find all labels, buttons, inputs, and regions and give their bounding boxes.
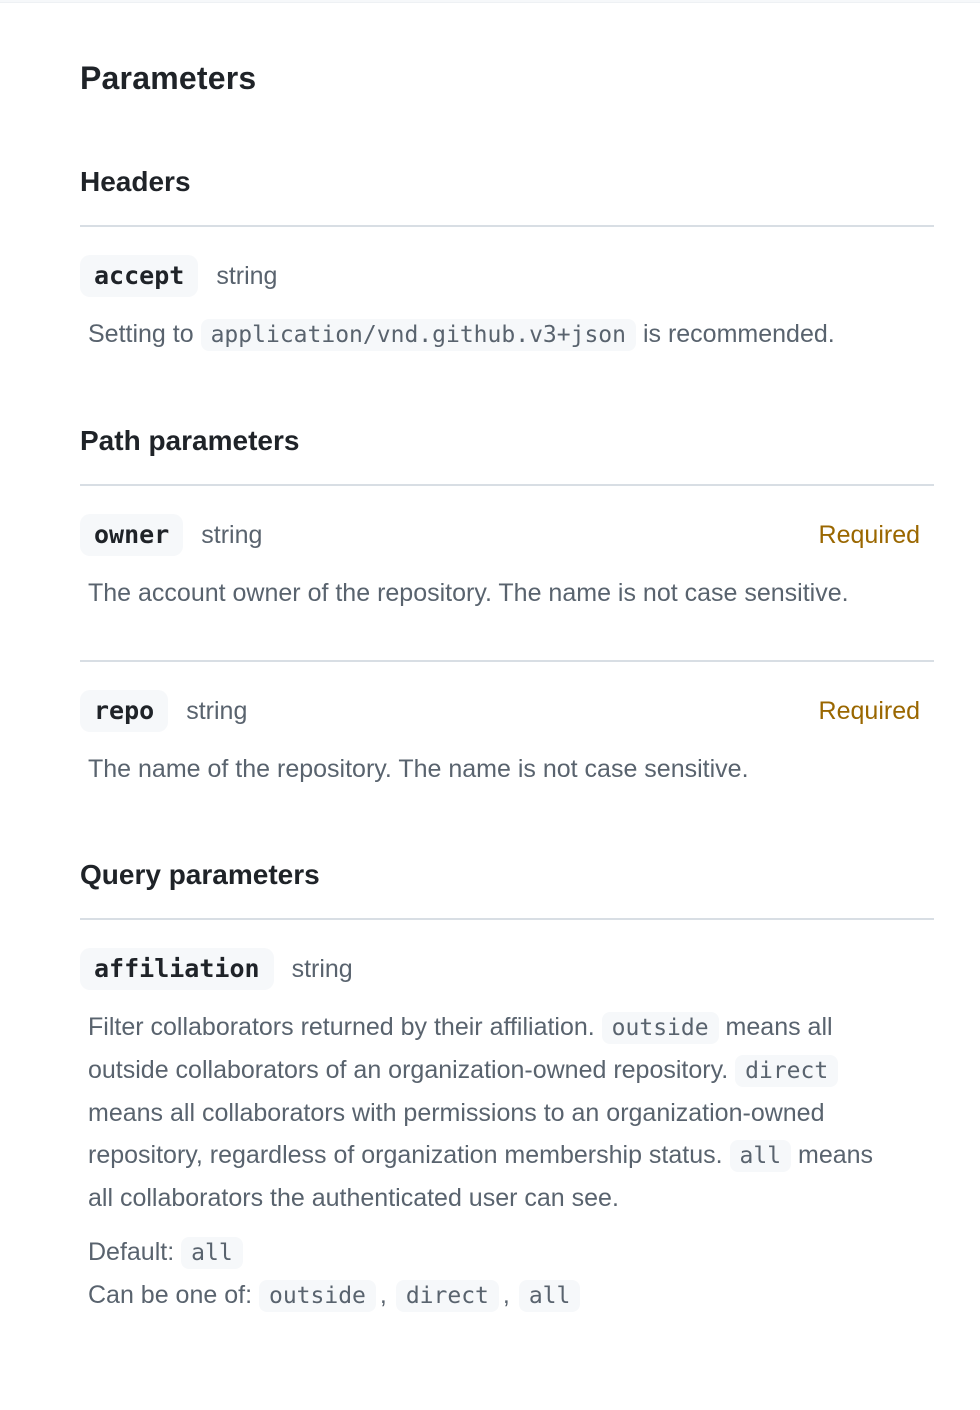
- comma-separator: ,: [502, 1281, 510, 1309]
- enum-label: Can be one of:: [88, 1281, 253, 1309]
- param-name-and-type: [80, 514, 262, 556]
- enum-value-code: all: [519, 1280, 581, 1312]
- param-type: string: [201, 520, 263, 549]
- param-name-and-type: [80, 690, 247, 732]
- enum-line: [88, 1274, 934, 1317]
- param-description: The account owner of the repository. The name is not case sensitive.: [88, 579, 849, 607]
- description-text: means all collaborators with permissions to an organization-owned repository, regardless of organization membership status.: [88, 1099, 825, 1169]
- section-path-parameters: [80, 424, 934, 790]
- param-name-badge: affiliation: [80, 948, 274, 990]
- section-heading-path-parameters: Path parameters: [80, 425, 300, 456]
- top-strip: [0, 0, 980, 3]
- default-line: [88, 1231, 934, 1274]
- param-row: [80, 690, 934, 732]
- description-text: means all collaborators the authenticated user can see.: [88, 1141, 874, 1212]
- param-name-and-type: [80, 255, 277, 297]
- comma-separator: ,: [379, 1281, 387, 1309]
- param-description: [88, 1006, 888, 1219]
- description-text: is recommended.: [636, 320, 835, 348]
- section-headers: [80, 165, 934, 356]
- section-query-parameters: [80, 858, 934, 1317]
- required-badge: Required: [818, 520, 920, 549]
- param-extras: [88, 1231, 934, 1317]
- param-type: string: [216, 261, 278, 290]
- section-heading-query-parameters: Query parameters: [80, 859, 320, 890]
- description-text: means all outside collaborators of an organization-owned repository.: [88, 1013, 833, 1084]
- param-accept: [80, 255, 934, 356]
- param-description: [88, 313, 888, 356]
- inline-code: all: [730, 1140, 792, 1172]
- param-name-badge: repo: [80, 690, 168, 732]
- param-name-badge: accept: [80, 255, 198, 297]
- param-type: string: [186, 696, 248, 725]
- required-badge: Required: [818, 696, 920, 725]
- param-owner: [80, 514, 934, 614]
- divider: [80, 918, 934, 920]
- inline-code: direct: [735, 1055, 838, 1087]
- param-type: string: [291, 954, 353, 983]
- description-text: Setting to: [88, 320, 201, 348]
- enum-value-code: direct: [396, 1280, 499, 1312]
- section-heading-headers: Headers: [80, 166, 191, 197]
- inline-code: outside: [602, 1012, 719, 1044]
- description-text: Filter collaborators returned by their affiliation.: [88, 1013, 602, 1041]
- enum-value-code: outside: [259, 1280, 376, 1312]
- parameters-panel: [80, 59, 934, 1317]
- param-name-badge: owner: [80, 514, 183, 556]
- inline-code: application/vnd.github.v3+json: [201, 319, 636, 351]
- divider: [80, 225, 934, 227]
- default-value-code: all: [181, 1237, 243, 1269]
- param-row: [80, 255, 934, 297]
- param-row: [80, 948, 934, 990]
- param-row: [80, 514, 934, 556]
- divider: [80, 660, 934, 662]
- divider: [80, 484, 934, 486]
- default-label: Default:: [88, 1238, 175, 1266]
- page-title: Parameters: [80, 60, 257, 96]
- param-description: The name of the repository. The name is not case sensitive.: [88, 755, 749, 783]
- param-affiliation: [80, 948, 934, 1317]
- param-name-and-type: [80, 948, 353, 990]
- param-repo: [80, 690, 934, 790]
